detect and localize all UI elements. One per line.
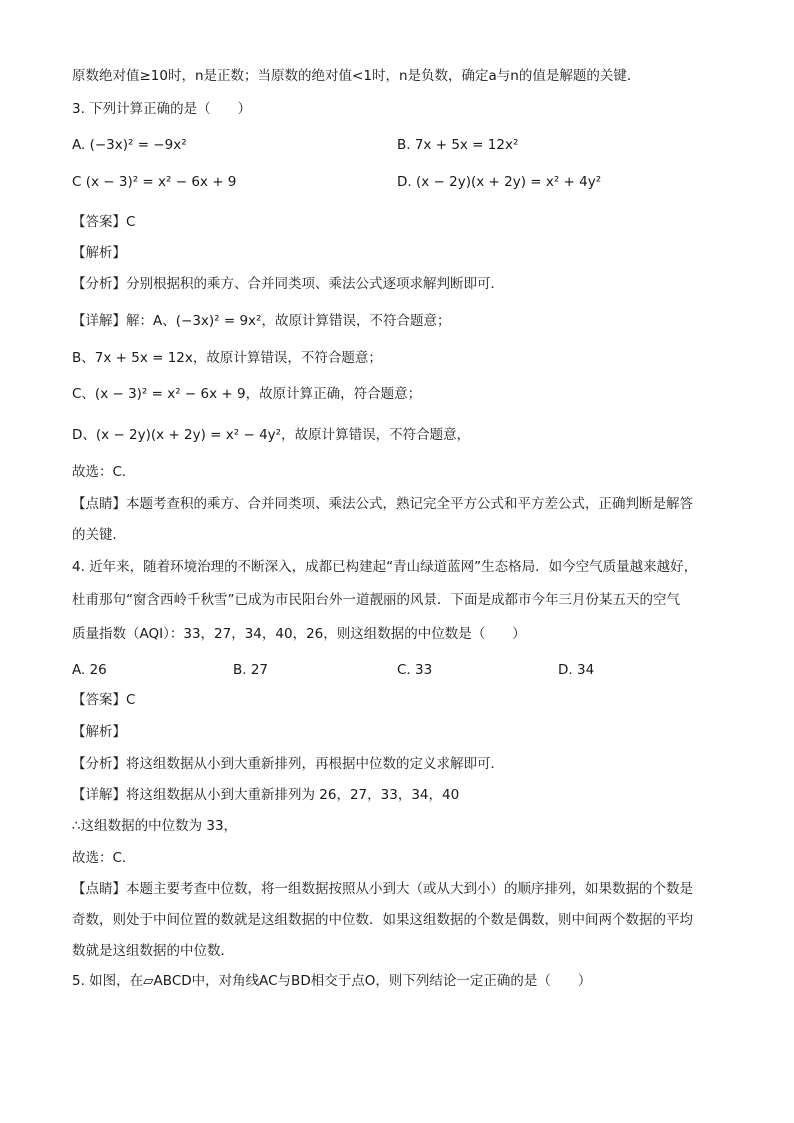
- question-3-detail-a: 【详解】解：A、(−3x)² = 9x²，故原计算错误，不符合题意；: [72, 313, 451, 329]
- question-4-option-b: B. 27: [233, 662, 269, 678]
- question-5-stem: 5. 如图，在▱ABCD中，对角线AC与BD相交于点O，则下列结论一定正确的是（ ）: [72, 973, 592, 989]
- question-4-stem-line-1: 4. 近年来，随着环境治理的不断深入，成都已构建起“青山绿道蓝网”生态格局．如今空气质量越来越好，: [72, 559, 698, 575]
- question-4-option-a: A. 26: [72, 662, 107, 678]
- question-4-analysis: 【分析】将这组数据从小到大重新排列，再根据中位数的定义求解即可．: [72, 756, 504, 772]
- question-4-answer: 【答案】C: [72, 692, 136, 708]
- question-4-analysis-heading: 【解析】: [72, 724, 126, 740]
- question-3-detail-c: C、(x − 3)² = x² − 6x + 9，故原计算正确，符合题意；: [72, 386, 422, 402]
- question-3-analysis-heading: 【解析】: [72, 245, 126, 261]
- question-4-detail: 【详解】将这组数据从小到大重新排列为 26，27，33，34，40: [72, 787, 460, 803]
- question-3-option-d: D. (x − 2y)(x + 2y) = x² + 4y²: [397, 174, 602, 190]
- question-4-comment-line-3: 数就是这组数据的中位数．: [72, 943, 234, 959]
- question-3-option-a: A. (−3x)² = −9x²: [72, 137, 187, 153]
- question-4-option-d: D. 34: [558, 662, 595, 678]
- question-3-comment-line-1: 【点睛】本题考查积的乘方、合并同类项、乘法公式，熟记完全平方公式和平方差公式，正确判断是解答: [72, 496, 693, 512]
- question-3-stem: 3. 下列计算正确的是（ ）: [72, 101, 252, 117]
- question-3-answer: 【答案】C: [72, 214, 136, 230]
- question-3-choice: 故选：C．: [72, 464, 136, 480]
- question-4-comment-line-1: 【点睛】本题主要考查中位数，将一组数据按照从小到大（或从大到小）的顺序排列，如果数据的个数是: [72, 881, 693, 897]
- prev-solution-tail: 原数绝对值≥10时，n是正数；当原数的绝对值<1时，n是负数，确定a与n的值是解题的关键．: [72, 68, 641, 84]
- question-4-stem-line-3: 质量指数（AQI）：33，27，34，40，26，则这组数据的中位数是（ ）: [72, 626, 526, 642]
- question-3-option-b: B. 7x + 5x = 12x²: [397, 137, 519, 153]
- question-3-detail-d: D、(x − 2y)(x + 2y) = x² − 4y²，故原计算错误，不符合题意，: [72, 427, 471, 443]
- question-4-option-c: C. 33: [397, 662, 433, 678]
- question-3-analysis: 【分析】分别根据积的乘方、合并同类项、乘法公式逐项求解判断即可．: [72, 276, 504, 292]
- question-4-stem-line-2: 杜甫那句“窗含西岭千秋雪”已成为市民阳台外一道靓丽的风景．下面是成都市今年三月份某五天的空气: [72, 592, 680, 608]
- question-3-comment-line-2: 的关键．: [72, 527, 126, 543]
- question-4-comment-line-2: 奇数，则处于中间位置的数就是这组数据的中位数．如果这组数据的个数是偶数，则中间两个数据的平均: [72, 912, 693, 928]
- question-3-option-c: C (x − 3)² = x² − 6x + 9: [72, 174, 237, 190]
- question-4-choice: 故选：C．: [72, 850, 136, 866]
- question-3-detail-b: B、7x + 5x = 12x，故原计算错误，不符合题意；: [72, 350, 382, 366]
- question-4-median: ∴这组数据的中位数为 33，: [72, 818, 238, 834]
